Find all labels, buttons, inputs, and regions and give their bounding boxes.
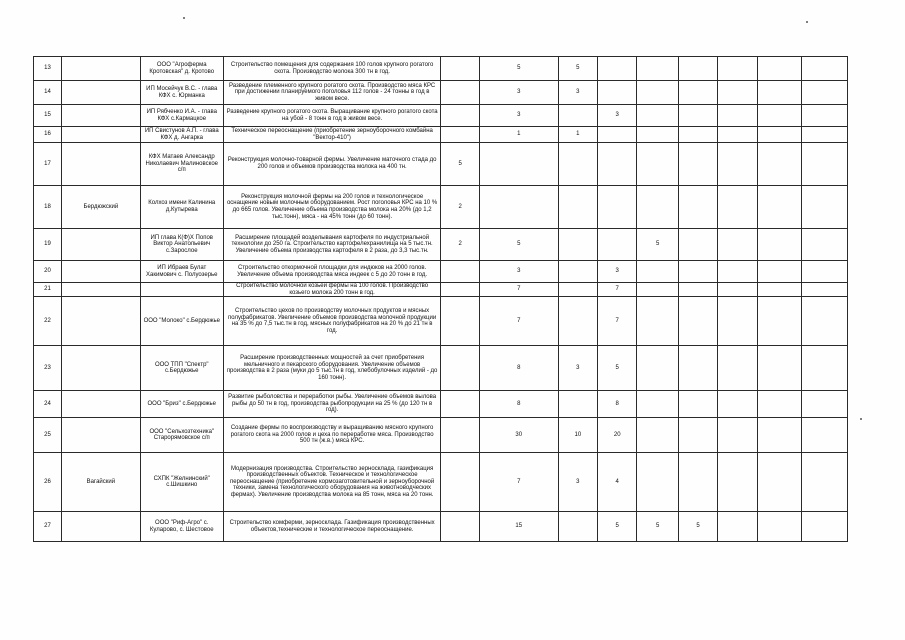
cell-district: Вагайский xyxy=(61,453,140,512)
cell-c8 xyxy=(757,186,802,229)
cell-c8 xyxy=(757,261,802,283)
scan-speck xyxy=(860,418,862,420)
cell-c6 xyxy=(678,391,717,418)
cell-empty xyxy=(802,81,848,105)
cell-c6 xyxy=(678,57,717,81)
cell-c3: 1 xyxy=(558,127,597,143)
cell-no: 22 xyxy=(34,297,62,346)
cell-org: ИП Ибраев Булат Хакимович с. Полуозерье xyxy=(140,261,223,283)
cell-c3: 3 xyxy=(558,346,597,391)
cell-district xyxy=(61,127,140,143)
cell-c4 xyxy=(598,143,637,186)
cell-desc: Строительство помещения для содержания 100 голов крупного рогатого скота. Производство молока 300 тн в год. xyxy=(223,57,441,81)
cell-c2: 7 xyxy=(479,283,558,297)
cell-org: ООО "Бриз" с.Бердюжье xyxy=(140,391,223,418)
cell-c1 xyxy=(441,297,479,346)
cell-empty xyxy=(802,127,848,143)
cell-no: 24 xyxy=(34,391,62,418)
cell-c8 xyxy=(757,512,802,542)
cell-desc: Строительство цехов по производству молочных продуктов и мясных полуфабрикатов. Увеличение объемов производства молочной продукции на 35 % до 7,5 тыс.тн в год, мясных полуфабрикатов на 20 % до 21 тн в год. xyxy=(223,297,441,346)
cell-c5 xyxy=(637,391,678,418)
cell-c7 xyxy=(718,186,757,229)
scan-speck xyxy=(806,21,808,23)
cell-c7 xyxy=(718,418,757,453)
cell-empty xyxy=(802,143,848,186)
cell-c8 xyxy=(757,81,802,105)
table-row xyxy=(34,453,848,512)
cell-c6 xyxy=(678,453,717,512)
cell-district xyxy=(61,391,140,418)
cell-c8 xyxy=(757,346,802,391)
cell-c4: 5 xyxy=(598,512,637,542)
cell-c5 xyxy=(637,81,678,105)
cell-org: ИП Свистунов А.П. - глава КФХ д. Ангарка xyxy=(140,127,223,143)
cell-c5 xyxy=(637,418,678,453)
cell-c1 xyxy=(441,57,479,81)
cell-c4 xyxy=(598,186,637,229)
cell-c1 xyxy=(441,105,479,127)
cell-district: Бердюжский xyxy=(61,186,140,229)
cell-no: 18 xyxy=(34,186,62,229)
table-row xyxy=(34,283,848,297)
cell-c5 xyxy=(637,143,678,186)
cell-desc: Строительство откормочной площадки для индюков на 2000 голов. Увеличение объема производства мяса индеек с 5 до 20 тонн в год. xyxy=(223,261,441,283)
cell-c1 xyxy=(441,81,479,105)
cell-c5 xyxy=(637,261,678,283)
cell-c2: 3 xyxy=(479,261,558,283)
cell-no: 16 xyxy=(34,127,62,143)
cell-c6 xyxy=(678,346,717,391)
cell-org: КФХ Матаев Александр Николаевич Малиновское с/п xyxy=(140,143,223,186)
cell-c7 xyxy=(718,297,757,346)
cell-c1 xyxy=(441,512,479,542)
cell-district xyxy=(61,418,140,453)
cell-c5 xyxy=(637,105,678,127)
cell-c1 xyxy=(441,261,479,283)
cell-c4: 4 xyxy=(598,453,637,512)
cell-c8 xyxy=(757,418,802,453)
cell-c4: 7 xyxy=(598,297,637,346)
cell-c7 xyxy=(718,261,757,283)
cell-no: 27 xyxy=(34,512,62,542)
cell-c6: 5 xyxy=(678,512,717,542)
cell-desc: Создание фермы по воспроизводству и выращиванию мясного крупного рогатого скота на 2000 голов и цеха по переработке мяса. Производство 500 тн (ж.в.) мяса КРС. xyxy=(223,418,441,453)
cell-empty xyxy=(802,261,848,283)
cell-desc: Расширение производственных мощностей за счет приобретения мельничного и пекарского оборудования. Увеличение объемов производства в 2 раза (муки до 5 тыс.тн в год, хлебобулочных изделий - до 160 тонн). xyxy=(223,346,441,391)
cell-c3 xyxy=(558,283,597,297)
cell-c6 xyxy=(678,283,717,297)
table-row xyxy=(34,229,848,261)
cell-c2: 8 xyxy=(479,391,558,418)
cell-c3: 3 xyxy=(558,453,597,512)
cell-c6 xyxy=(678,418,717,453)
cell-c3 xyxy=(558,512,597,542)
cell-c6 xyxy=(678,229,717,261)
cell-district xyxy=(61,283,140,297)
cell-c2: 5 xyxy=(479,229,558,261)
cell-c2: 5 xyxy=(479,57,558,81)
cell-district xyxy=(61,297,140,346)
cell-desc: Строительство комферми, зерносклада. Газификация производственных объектов,технические и технологическое переоснащение. xyxy=(223,512,441,542)
cell-org: ООО "Агроферма Кротовская" д. Кротово xyxy=(140,57,223,81)
cell-c7 xyxy=(718,391,757,418)
cell-c4: 3 xyxy=(598,261,637,283)
cell-c3 xyxy=(558,261,597,283)
cell-c1 xyxy=(441,127,479,143)
cell-no: 13 xyxy=(34,57,62,81)
table-row xyxy=(34,391,848,418)
cell-c1 xyxy=(441,346,479,391)
cell-c5 xyxy=(637,297,678,346)
cell-org xyxy=(140,283,223,297)
cell-no: 15 xyxy=(34,105,62,127)
cell-c4 xyxy=(598,81,637,105)
cell-c8 xyxy=(757,105,802,127)
cell-empty xyxy=(802,229,848,261)
cell-c8 xyxy=(757,127,802,143)
cell-district xyxy=(61,105,140,127)
cell-c8 xyxy=(757,391,802,418)
cell-c2: 15 xyxy=(479,512,558,542)
cell-c3 xyxy=(558,229,597,261)
scan-speck xyxy=(183,17,185,19)
cell-empty xyxy=(802,297,848,346)
cell-c2: 3 xyxy=(479,105,558,127)
cell-c3: 5 xyxy=(558,57,597,81)
cell-c3 xyxy=(558,143,597,186)
cell-org: ООО ТПП "Спектр" с.Бердюжье xyxy=(140,346,223,391)
cell-c3 xyxy=(558,297,597,346)
cell-c3 xyxy=(558,391,597,418)
table-row xyxy=(34,57,848,81)
cell-no: 23 xyxy=(34,346,62,391)
cell-c4 xyxy=(598,127,637,143)
cell-desc: Разведение племенного крупного рогатого скота. Производство мяса КРС при достижении планируемого поголовья 112 голов - 24 тонны в год в живом весе. xyxy=(223,81,441,105)
cell-c1 xyxy=(441,418,479,453)
cell-c2: 7 xyxy=(479,453,558,512)
cell-org: ООО "Молоко" с.Бердюжье xyxy=(140,297,223,346)
cell-c7 xyxy=(718,346,757,391)
cell-c5 xyxy=(637,127,678,143)
cell-desc: Техническое переоснащение (приобретение зерноуборочного комбайна "Вектор-410") xyxy=(223,127,441,143)
cell-c6 xyxy=(678,81,717,105)
cell-c7 xyxy=(718,283,757,297)
table-row xyxy=(34,81,848,105)
cell-org: ООО "Риф-Агро" с. Куларово, с. Шестовое xyxy=(140,512,223,542)
investment-projects-table xyxy=(33,56,848,542)
table-row xyxy=(34,418,848,453)
cell-district xyxy=(61,512,140,542)
cell-c5 xyxy=(637,346,678,391)
cell-c6 xyxy=(678,261,717,283)
cell-c1 xyxy=(441,391,479,418)
table-row xyxy=(34,512,848,542)
cell-c3: 3 xyxy=(558,81,597,105)
cell-c6 xyxy=(678,297,717,346)
cell-c4: 20 xyxy=(598,418,637,453)
cell-c4: 3 xyxy=(598,105,637,127)
cell-org: Колхоз имени Калинина д.Кутырева xyxy=(140,186,223,229)
cell-c4 xyxy=(598,57,637,81)
cell-no: 17 xyxy=(34,143,62,186)
cell-c7 xyxy=(718,81,757,105)
cell-district xyxy=(61,57,140,81)
cell-c7 xyxy=(718,229,757,261)
cell-c4 xyxy=(598,229,637,261)
cell-c7 xyxy=(718,143,757,186)
cell-org: ООО "Сельхозтехника" Старорямовское с/п xyxy=(140,418,223,453)
cell-desc: Развитие рыболовства и переработки рыбы. Увеличение объемов вылова рыбы до 50 тн в год, производства рыбопродукции на 25 % (до 120 тн в год). xyxy=(223,391,441,418)
cell-c1 xyxy=(441,453,479,512)
table-row xyxy=(34,346,848,391)
cell-c2: 3 xyxy=(479,81,558,105)
cell-desc: Реконструкция молочной фермы на 200 голов и технологическое оснащение новым молочным оборудованием. Рост поголовья КРС на 10 % до 665 голов. Увеличение объема производства молока на 20% (до 1,2 тыс.тонн), мяса - на 45% тонн (до 60 тонн). xyxy=(223,186,441,229)
cell-c7 xyxy=(718,105,757,127)
cell-c6 xyxy=(678,186,717,229)
cell-no: 26 xyxy=(34,453,62,512)
cell-c3: 10 xyxy=(558,418,597,453)
cell-no: 20 xyxy=(34,261,62,283)
cell-desc: Модернизация производства. Строительство зерносклада, газификация производственных объектов. Техническое и технологическое переоснащение (приобретение кормозаготовительной и зерноуборочной техники, замена технологического оборудования на животноводческих фермах). Увеличение производства молока на 85 тонн, мяса на 20 тонн. xyxy=(223,453,441,512)
cell-c5: 5 xyxy=(637,512,678,542)
cell-c6 xyxy=(678,105,717,127)
cell-c6 xyxy=(678,127,717,143)
cell-c7 xyxy=(718,512,757,542)
cell-desc: Расширение площадей возделывания картофеля по индустриальной технологии до 250 га. Строительство картофелехранилища на 5 тыс.тн. Увеличение объема производства картофеля в 2 раза, до 3,3 тыс.тн. xyxy=(223,229,441,261)
cell-no: 14 xyxy=(34,81,62,105)
cell-c1: 2 xyxy=(441,186,479,229)
cell-c2: 7 xyxy=(479,297,558,346)
cell-empty xyxy=(802,57,848,81)
cell-c7 xyxy=(718,57,757,81)
cell-empty xyxy=(802,105,848,127)
cell-empty xyxy=(802,186,848,229)
cell-c8 xyxy=(757,283,802,297)
cell-c2 xyxy=(479,143,558,186)
cell-c5 xyxy=(637,186,678,229)
cell-c8 xyxy=(757,453,802,512)
cell-c2: 30 xyxy=(479,418,558,453)
cell-c2: 1 xyxy=(479,127,558,143)
cell-desc: Реконструкция молочно-товарной фермы. Увеличение маточного стада до 200 голов и объемов производства молока на 400 тн. xyxy=(223,143,441,186)
cell-c1 xyxy=(441,283,479,297)
cell-org: ИП Рябченко И.А. - глава КФХ с.Кармацкое xyxy=(140,105,223,127)
cell-district xyxy=(61,81,140,105)
cell-no: 19 xyxy=(34,229,62,261)
cell-c8 xyxy=(757,143,802,186)
cell-no: 25 xyxy=(34,418,62,453)
cell-empty xyxy=(802,283,848,297)
cell-empty xyxy=(802,453,848,512)
cell-district xyxy=(61,229,140,261)
cell-empty xyxy=(802,418,848,453)
table-row xyxy=(34,297,848,346)
cell-c7 xyxy=(718,127,757,143)
cell-c7 xyxy=(718,453,757,512)
cell-c5: 5 xyxy=(637,229,678,261)
cell-org: СХПК "Желнинский" с.Шишкино xyxy=(140,453,223,512)
cell-empty xyxy=(802,346,848,391)
cell-c2: 8 xyxy=(479,346,558,391)
cell-c8 xyxy=(757,57,802,81)
cell-org: ИП Мосейчук В.С. - глава КФХ с. Юрманка xyxy=(140,81,223,105)
cell-c1: 5 xyxy=(441,143,479,186)
table-row xyxy=(34,261,848,283)
cell-c4: 7 xyxy=(598,283,637,297)
cell-district xyxy=(61,346,140,391)
cell-c3 xyxy=(558,105,597,127)
cell-empty xyxy=(802,512,848,542)
cell-org: ИП глава К(Ф)Х Попов Виктор Анатольевич с.Зарослое xyxy=(140,229,223,261)
cell-no: 21 xyxy=(34,283,62,297)
cell-district xyxy=(61,261,140,283)
table-row xyxy=(34,143,848,186)
cell-c5 xyxy=(637,283,678,297)
cell-c8 xyxy=(757,297,802,346)
table-row xyxy=(34,186,848,229)
cell-c4: 8 xyxy=(598,391,637,418)
cell-c3 xyxy=(558,186,597,229)
cell-c5 xyxy=(637,453,678,512)
cell-c2 xyxy=(479,186,558,229)
cell-c6 xyxy=(678,143,717,186)
table-row xyxy=(34,105,848,127)
cell-c5 xyxy=(637,57,678,81)
cell-c4: 5 xyxy=(598,346,637,391)
cell-empty xyxy=(802,391,848,418)
cell-c1: 2 xyxy=(441,229,479,261)
cell-desc: Строительство молочной козьей фермы на 100 голов. Производство козьего молока 200 тонн в год. xyxy=(223,283,441,297)
table-row xyxy=(34,127,848,143)
cell-district xyxy=(61,143,140,186)
cell-c8 xyxy=(757,229,802,261)
cell-desc: Разведение крупного рогатого скота. Выращивание крупного рогатого скота на убой - 8 тонн в год в живом весе. xyxy=(223,105,441,127)
